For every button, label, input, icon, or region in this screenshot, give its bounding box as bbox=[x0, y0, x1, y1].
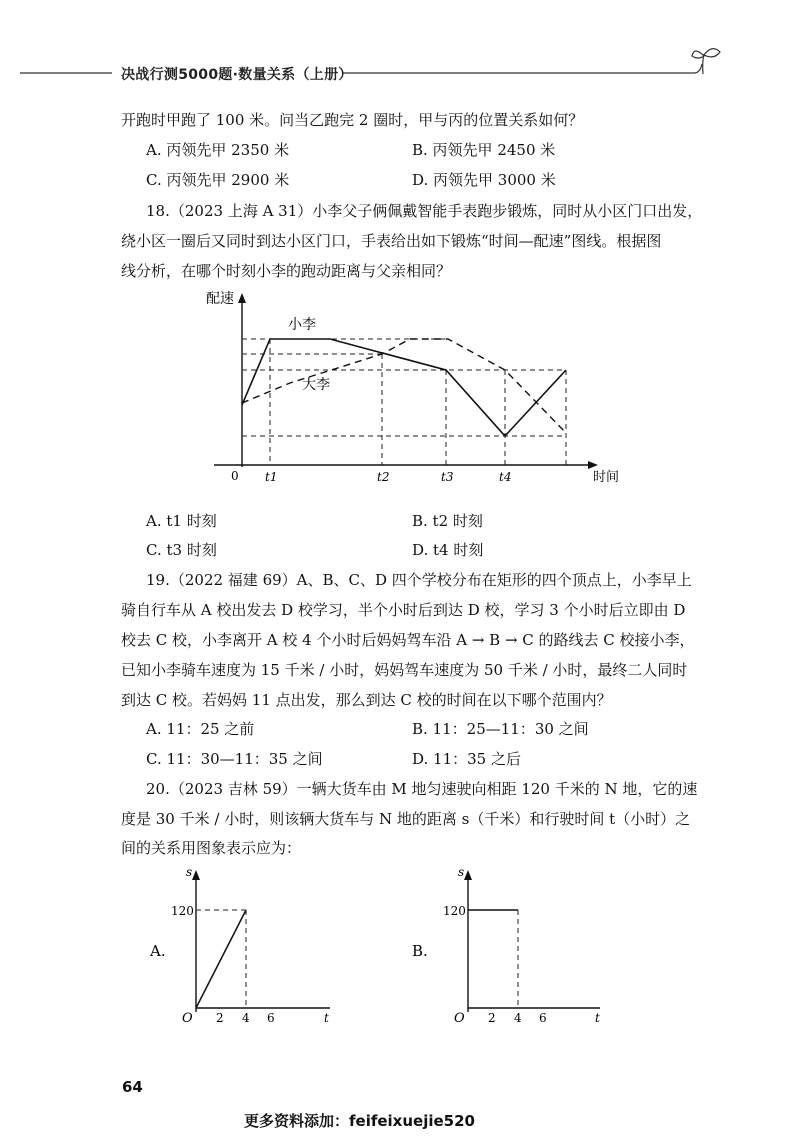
graph-a-line bbox=[196, 910, 246, 1008]
graph-b-tick-4: 4 bbox=[514, 1011, 522, 1025]
tick-label-t2: t2 bbox=[377, 470, 390, 484]
tick-label-t4: t4 bbox=[499, 470, 512, 484]
graph-b-x-label: t bbox=[595, 1011, 600, 1025]
q17-tail-text: 开跑时甲跑了 100 米。问当乙跑完 2 圈时，甲与丙的位置关系如何？ bbox=[121, 111, 584, 129]
q19-option-a: A. 11：25 之前 bbox=[146, 720, 255, 738]
graph-origin-label: 0 bbox=[231, 469, 239, 483]
graph-b-option-label: B. bbox=[412, 942, 428, 960]
q17-option-c: C. 丙领先甲 2900 米 bbox=[146, 171, 290, 189]
tick-label-t3: t3 bbox=[441, 470, 454, 484]
q17-option-d: D. 丙领先甲 3000 米 bbox=[412, 171, 556, 189]
graph-a-y-arrow bbox=[192, 870, 200, 880]
page-number: 64 bbox=[122, 1078, 143, 1096]
graph-a-y-label: s bbox=[186, 865, 193, 879]
graph-y-arrow bbox=[238, 293, 246, 303]
q19-line-4: 已知小李骑车速度为 15 千米 / 小时，妈妈驾车速度为 50 千米 / 小时，最终二人同时 bbox=[121, 661, 688, 679]
q18-line-3: 线分析，在哪个时刻小李的跑动距离与父亲相同？ bbox=[121, 262, 452, 280]
q19-option-c: C. 11：30—11：35 之间 bbox=[146, 750, 323, 768]
q20-line-2: 度是 30 千米 / 小时，则该辆大货车与 N 地的距离 s（千米）和行驶时间 t（小时）之 bbox=[121, 810, 691, 828]
graph-b-y-label: s bbox=[458, 865, 465, 879]
graph-a-tick-2: 2 bbox=[216, 1011, 224, 1025]
q18-option-c: C. t3 时刻 bbox=[146, 541, 217, 559]
graph-x-label: 时间 bbox=[593, 470, 620, 485]
q18-pace-graph bbox=[0, 285, 800, 485]
graph-guide-lines bbox=[242, 339, 566, 465]
q19-line-3: 校去 C 校，小李离开 A 校 4 个小时后妈妈驾车沿 A → B → C 的路线去 C 校接小李， bbox=[121, 631, 695, 649]
page-header bbox=[0, 56, 800, 90]
graph-b-y-arrow bbox=[464, 870, 472, 880]
q17-option-a: A. 丙领先甲 2350 米 bbox=[146, 141, 290, 159]
series-label-dali: 大李 bbox=[302, 377, 330, 393]
q19-option-d: D. 11：35 之后 bbox=[412, 750, 521, 768]
graph-b-tick-6: 6 bbox=[539, 1011, 547, 1025]
q18-option-a: A. t1 时刻 bbox=[146, 512, 217, 530]
sprout-icon bbox=[690, 44, 730, 78]
q19-option-b: B. 11：25—11：30 之间 bbox=[412, 720, 589, 738]
q20-graph-b bbox=[404, 862, 624, 1032]
q18-option-d: D. t4 时刻 bbox=[412, 541, 484, 559]
graph-a-tick-6: 6 bbox=[267, 1011, 275, 1025]
q18-line-2: 绕小区一圈后又同时到达小区门口，手表给出如下锻炼“时间—配速”图线。根据图 bbox=[121, 232, 662, 250]
graph-a-origin: O bbox=[182, 1011, 193, 1026]
q19-line-1: 19.（2022 福建 69）A、B、C、D 四个学校分布在矩形的四个顶点上，小李早上 bbox=[146, 571, 692, 589]
graph-b-origin: O bbox=[454, 1011, 465, 1026]
series-dali-line bbox=[242, 339, 566, 433]
graph-a-y-value: 120 bbox=[171, 904, 194, 918]
graph-a-x-label: t bbox=[324, 1011, 329, 1025]
header-title: 决战行测5000题·数量关系（上册） bbox=[121, 67, 353, 83]
q17-option-b: B. 丙领先甲 2450 米 bbox=[412, 141, 556, 159]
q19-line-5: 到达 C 校。若妈妈 11 点出发，那么到达 C 校的时间在以下哪个范围内？ bbox=[121, 691, 612, 709]
q20-line-3: 间的关系用图象表示应为： bbox=[121, 839, 302, 857]
graph-a-tick-4: 4 bbox=[242, 1011, 250, 1025]
header-rule bbox=[0, 56, 800, 90]
tick-label-t1: t1 bbox=[265, 470, 278, 484]
q18-line-1: 18.（2023 上海 A 31）小李父子俩佩戴智能手表跑步锻炼，同时从小区门口出发， bbox=[146, 202, 703, 220]
q20-line-1: 20.（2023 吉林 59）一辆大货车由 M 地匀速驶向相距 120 千米的 N 地，它的速 bbox=[146, 780, 698, 798]
footer-note: 更多资料添加：feifeixuejie520 bbox=[244, 1112, 475, 1130]
series-label-xiaoli: 小李 bbox=[288, 317, 316, 333]
q18-option-b: B. t2 时刻 bbox=[412, 512, 483, 530]
q20-graph-a bbox=[140, 862, 360, 1032]
graph-x-arrow bbox=[588, 461, 598, 469]
graph-a-option-label: A. bbox=[150, 942, 166, 960]
graph-b-y-value: 120 bbox=[443, 904, 466, 918]
graph-b-tick-2: 2 bbox=[488, 1011, 496, 1025]
q19-line-2: 骑自行车从 A 校出发去 D 校学习，半个小时后到达 D 校，学习 3 个小时后立即由 D bbox=[121, 601, 686, 619]
graph-y-label: 配速 bbox=[206, 291, 234, 307]
